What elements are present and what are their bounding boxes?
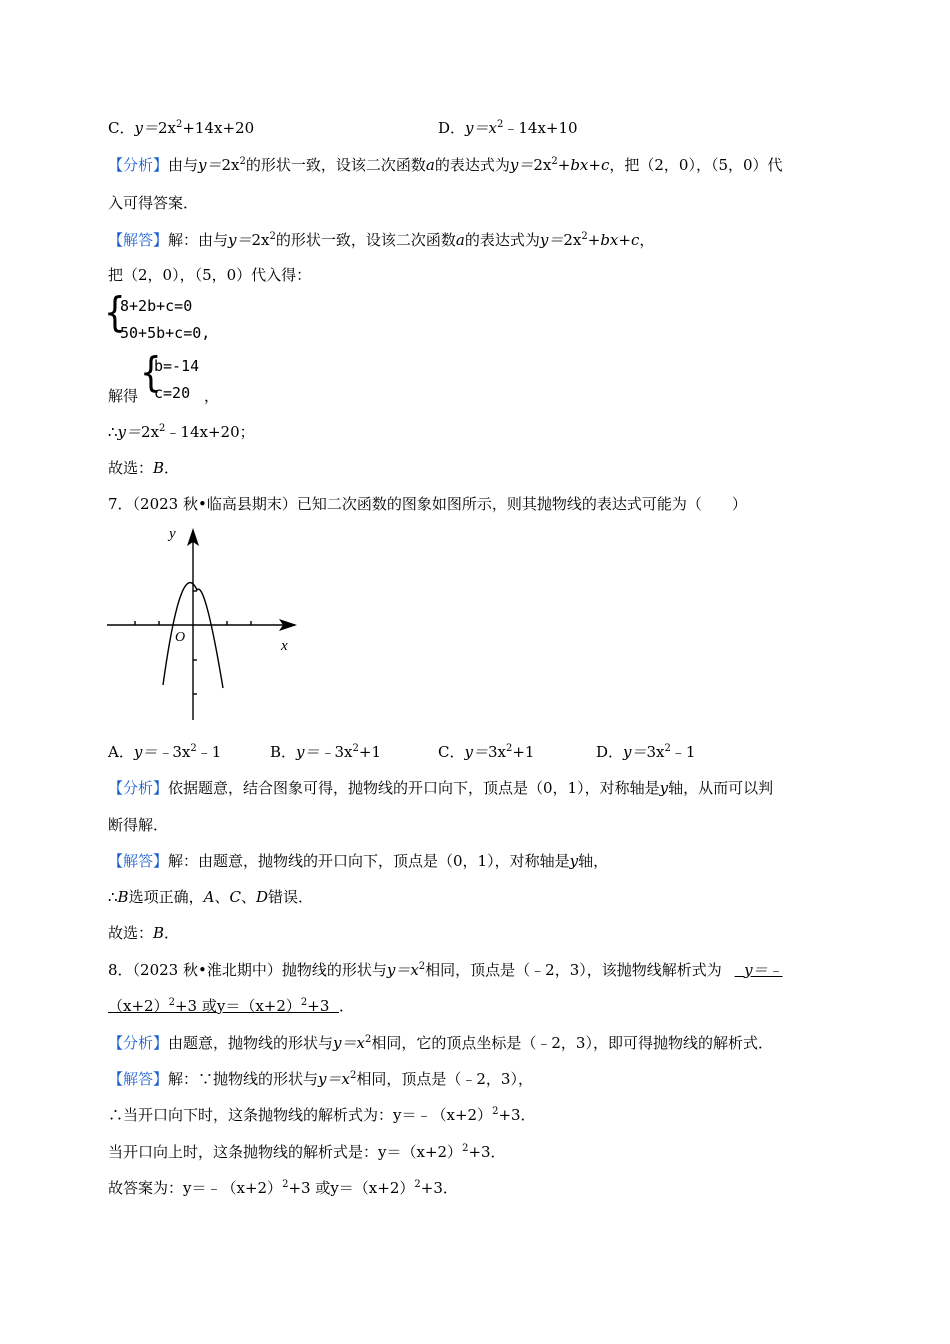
solution-tag: 【解答】 bbox=[108, 1070, 169, 1088]
q7-solution-line1: 【解答】解：由题意，抛物线的开口向下，顶点是（0，1），对称轴是y轴， bbox=[108, 852, 609, 870]
q8-answer-part2: $(x+2)^2+3$ 或$y=(x+2)^2+3$ bbox=[108, 997, 330, 1015]
q8-analysis: 【分析】由题意，抛物线的形状与$y=x^2$相同，它的顶点坐标是（﹣2，3），即可得抛物线的解析式． bbox=[108, 1034, 773, 1052]
origin-label: O bbox=[175, 630, 186, 645]
q7-analysis-line1: 【分析】依据题意，结合图象可得，抛物线的开口向下，顶点是（0，1），对称轴是y轴，从而可以判 bbox=[108, 779, 774, 797]
q8-open-down: ∴当开口向下时，这条抛物线的解析式为：$y=﹣(x+2)^2+3$． bbox=[108, 1106, 536, 1124]
q6-substitute: 把（2，0），（5，0）代入得： bbox=[108, 266, 312, 284]
q7-question: 7．（2023 秋•临高县期末）已知二次函数的图象如图所示，则其抛物线的表达式可能为（ ） bbox=[108, 495, 747, 513]
y-axis-label: y bbox=[169, 526, 176, 542]
q8-open-up: 当开口向上时，这条抛物线的解析式是：$y=(x+2)^2+3$． bbox=[108, 1143, 506, 1161]
q7-conclusion: ∴B选项正确，A、C、D错误． bbox=[108, 888, 313, 906]
equation-1: 8+2b+c=0 bbox=[120, 297, 193, 315]
q6-option-d: D．$y=x^2﹣14x+10$ bbox=[438, 119, 578, 137]
q7-choice: 故选：B． bbox=[108, 924, 180, 942]
solution-c: c=20 bbox=[154, 384, 191, 402]
q6-result: $\therefore y=2x^2﹣14x+20$； bbox=[108, 423, 255, 441]
solution-tag: 【解答】 bbox=[108, 852, 169, 870]
q6-solved-label: 解得 bbox=[108, 387, 139, 405]
q7-option-d: D．$y=3x^2﹣1$ bbox=[596, 743, 696, 761]
equation-2: 50+5b+c=0, bbox=[120, 324, 211, 342]
solution-tag: 【解答】 bbox=[108, 231, 169, 249]
analysis-tag: 【分析】 bbox=[108, 156, 169, 174]
q6-solution-line1: 【解答】解：由与$y=2x^2$的形状一致，设该二次函数a的表达式为$y=2x^2+bx+c$， bbox=[108, 231, 655, 249]
solution-brace: { bbox=[140, 349, 162, 397]
q8-solution-line1: 【解答】解：∵抛物线的形状与$y=x^2$相同，顶点是（﹣2，3）， bbox=[108, 1070, 533, 1088]
q7-option-c: C．$y=3x^2+1$ bbox=[438, 743, 535, 761]
solution-suffix: ， bbox=[204, 387, 220, 405]
q6-analysis-line1: 【分析】由与$y=2x^2$的形状一致，设该二次函数a的表达式为$y=2x^2+bx+c$，把（2，0），（5，0）代 bbox=[108, 156, 783, 174]
solution-b: b=-14 bbox=[154, 357, 200, 375]
q7-option-a: A．$y=﹣3x^2﹣1$ bbox=[108, 743, 222, 761]
q8-final-answer: 故答案为：$y=﹣(x+2)^2+3$ 或$y=(x+2)^2+3$． bbox=[108, 1179, 458, 1197]
q8-answer-part1: y＝﹣ bbox=[744, 961, 783, 979]
analysis-tag: 【分析】 bbox=[108, 779, 169, 797]
q6-option-c: C．$y=2x^2+14x+20$ bbox=[108, 119, 255, 137]
q7-analysis-line2: 断得解． bbox=[108, 816, 169, 834]
x-axis-label: x bbox=[281, 638, 288, 654]
equation-brace: { bbox=[104, 289, 126, 337]
q6-choice: 故选：B． bbox=[108, 459, 180, 477]
q8-question: 8．（2023 秋•淮北期中）抛物线的形状与$y=x^2$相同，顶点是（﹣2，3），该抛物线解析式为 y＝﹣ bbox=[108, 961, 783, 979]
analysis-tag: 【分析】 bbox=[108, 1034, 169, 1052]
q8-answer-line: $(x+2)^2+3$ 或$y=(x+2)^2+3$ ． bbox=[108, 997, 354, 1015]
q7-option-b: B．$y=﹣3x^2+1$ bbox=[270, 743, 382, 761]
parabola-graph bbox=[105, 520, 305, 725]
q6-analysis-line2: 入可得答案． bbox=[108, 194, 199, 212]
